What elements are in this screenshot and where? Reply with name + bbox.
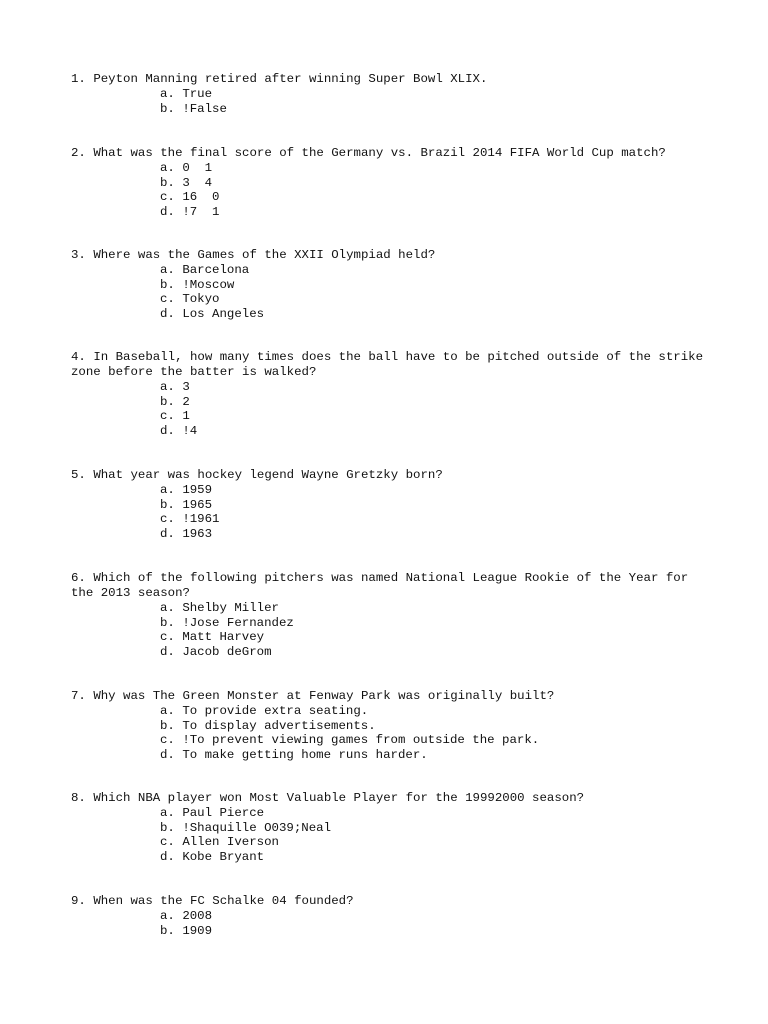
answer-list xyxy=(71,704,711,763)
answer-list xyxy=(71,601,711,660)
answer-option xyxy=(160,409,711,424)
question-text xyxy=(71,791,711,806)
option-text: !Shaquille O039;Neal xyxy=(182,820,332,835)
answer-list xyxy=(71,483,711,542)
option-letter: a. xyxy=(160,483,175,497)
answer-list xyxy=(71,263,711,322)
option-text: 0 1 xyxy=(182,161,213,175)
option-letter: b. xyxy=(160,615,175,630)
question-4 xyxy=(71,350,711,439)
option-letter: d. xyxy=(160,424,175,439)
option-text: 16 0 xyxy=(182,190,220,205)
question-number: 3. xyxy=(71,248,86,262)
answer-list xyxy=(71,806,711,865)
option-letter: c. xyxy=(160,835,175,850)
question-body: When was the FC Schalke 04 founded? xyxy=(93,894,354,908)
option-text: !1961 xyxy=(182,512,220,527)
option-letter: c. xyxy=(160,190,175,205)
answer-option xyxy=(160,909,711,924)
answer-option xyxy=(160,395,711,410)
answer-option xyxy=(160,616,711,631)
answer-option xyxy=(160,498,711,513)
question-text xyxy=(71,72,711,87)
option-letter: c. xyxy=(160,733,175,748)
option-letter: b. xyxy=(160,394,175,409)
question-text xyxy=(71,468,711,483)
option-letter: c. xyxy=(160,409,175,424)
answer-option xyxy=(160,748,711,763)
answer-option xyxy=(160,380,711,395)
answer-option xyxy=(160,292,711,307)
option-letter: d. xyxy=(160,307,175,322)
option-letter: a. xyxy=(160,263,175,277)
answer-option xyxy=(160,527,711,542)
question-text xyxy=(71,146,711,161)
option-text: True xyxy=(182,87,213,101)
question-body: What was the final score of the Germany vs. Brazil 2014 FIFA World Cup match? xyxy=(93,146,666,160)
option-text: Kobe Bryant xyxy=(182,850,265,865)
option-text: 2008 xyxy=(182,909,213,923)
option-text: Matt Harvey xyxy=(182,630,265,645)
question-9 xyxy=(71,894,711,938)
question-2 xyxy=(71,146,711,220)
option-text: !7 1 xyxy=(182,205,220,220)
answer-option xyxy=(160,483,711,498)
option-letter: c. xyxy=(160,292,175,307)
option-letter: c. xyxy=(160,630,175,645)
question-text xyxy=(71,571,711,601)
option-text: To display advertisements. xyxy=(182,718,376,733)
answer-list xyxy=(71,380,711,439)
option-text: Tokyo xyxy=(182,292,220,307)
answer-option xyxy=(160,821,711,836)
answer-option xyxy=(160,190,711,205)
answer-option xyxy=(160,263,711,278)
question-body: Why was The Green Monster at Fenway Park was originally built? xyxy=(93,689,555,703)
answer-option xyxy=(160,850,711,865)
option-text: Los Angeles xyxy=(182,307,265,322)
option-letter: d. xyxy=(160,645,175,660)
option-text: Barcelona xyxy=(182,263,250,277)
question-number: 8. xyxy=(71,791,86,805)
option-letter: b. xyxy=(160,497,175,512)
answer-list xyxy=(71,161,711,220)
question-8 xyxy=(71,791,711,865)
option-text: 3 xyxy=(182,380,190,394)
option-letter: a. xyxy=(160,704,175,718)
question-body: In Baseball, how many times does the ball have to be pitched outside of the strike zone before the batter is walked? xyxy=(71,350,711,379)
answer-list xyxy=(71,909,711,938)
answer-option xyxy=(160,307,711,322)
question-text xyxy=(71,248,711,263)
question-6 xyxy=(71,571,711,660)
option-letter: d. xyxy=(160,205,175,220)
option-text: 1909 xyxy=(182,923,213,938)
question-1 xyxy=(71,72,711,116)
answer-option xyxy=(160,719,711,734)
question-body: Where was the Games of the XXII Olympiad held? xyxy=(93,248,436,262)
option-letter: b. xyxy=(160,718,175,733)
option-letter: b. xyxy=(160,175,175,190)
answer-option xyxy=(160,806,711,821)
question-number: 7. xyxy=(71,689,86,703)
question-5 xyxy=(71,468,711,542)
option-text: Allen Iverson xyxy=(182,835,279,850)
answer-option xyxy=(160,645,711,660)
answer-option xyxy=(160,630,711,645)
option-letter: b. xyxy=(160,277,175,292)
option-text: 1965 xyxy=(182,497,213,512)
option-text: !False xyxy=(182,101,227,116)
answer-option xyxy=(160,161,711,176)
question-body: What year was hockey legend Wayne Gretzky born? xyxy=(93,468,443,482)
answer-list xyxy=(71,87,711,116)
option-letter: d. xyxy=(160,748,175,763)
option-letter: d. xyxy=(160,850,175,865)
question-text xyxy=(71,894,711,909)
option-text: !To prevent viewing games from outside the park. xyxy=(182,733,540,748)
question-7 xyxy=(71,689,711,763)
answer-option xyxy=(160,924,711,939)
option-text: Shelby Miller xyxy=(182,601,279,615)
option-letter: c. xyxy=(160,512,175,527)
answer-option xyxy=(160,601,711,616)
answer-option xyxy=(160,835,711,850)
answer-option xyxy=(160,278,711,293)
answer-option xyxy=(160,424,711,439)
option-letter: a. xyxy=(160,601,175,615)
question-number: 5. xyxy=(71,468,86,482)
option-letter: b. xyxy=(160,923,175,938)
option-text: To provide extra seating. xyxy=(182,704,369,718)
option-letter: d. xyxy=(160,527,175,542)
option-letter: a. xyxy=(160,380,175,394)
option-text: Paul Pierce xyxy=(182,806,265,820)
option-text: 1959 xyxy=(182,483,213,497)
answer-option xyxy=(160,733,711,748)
answer-option xyxy=(160,176,711,191)
answer-option xyxy=(160,205,711,220)
option-letter: a. xyxy=(160,909,175,923)
question-number: 9. xyxy=(71,894,86,908)
question-text xyxy=(71,350,711,380)
option-text: 1963 xyxy=(182,527,213,542)
question-number: 6. xyxy=(71,571,86,585)
option-text: 3 4 xyxy=(182,175,213,190)
option-letter: a. xyxy=(160,806,175,820)
option-text: !Moscow xyxy=(182,277,235,292)
option-letter: a. xyxy=(160,87,175,101)
option-text: Jacob deGrom xyxy=(182,645,272,660)
question-3 xyxy=(71,248,711,322)
answer-option xyxy=(160,87,711,102)
option-letter: b. xyxy=(160,101,175,116)
question-body: Which of the following pitchers was named National League Rookie of the Year for the 2013 season? xyxy=(71,571,696,600)
answer-option xyxy=(160,512,711,527)
question-text xyxy=(71,689,711,704)
option-text: 2 xyxy=(182,394,190,409)
option-text: To make getting home runs harder. xyxy=(182,748,428,763)
option-text: 1 xyxy=(182,409,190,424)
option-letter: a. xyxy=(160,161,175,175)
option-text: !Jose Fernandez xyxy=(182,615,294,630)
question-body: Which NBA player won Most Valuable Player for the 19992000 season? xyxy=(93,791,585,805)
answer-option xyxy=(160,704,711,719)
option-letter: b. xyxy=(160,820,175,835)
question-number: 1. xyxy=(71,72,86,86)
question-body: Peyton Manning retired after winning Super Bowl XLIX. xyxy=(93,72,488,86)
question-number: 4. xyxy=(71,350,86,364)
answer-option xyxy=(160,102,711,117)
question-number: 2. xyxy=(71,146,86,160)
option-text: !4 xyxy=(182,424,198,439)
